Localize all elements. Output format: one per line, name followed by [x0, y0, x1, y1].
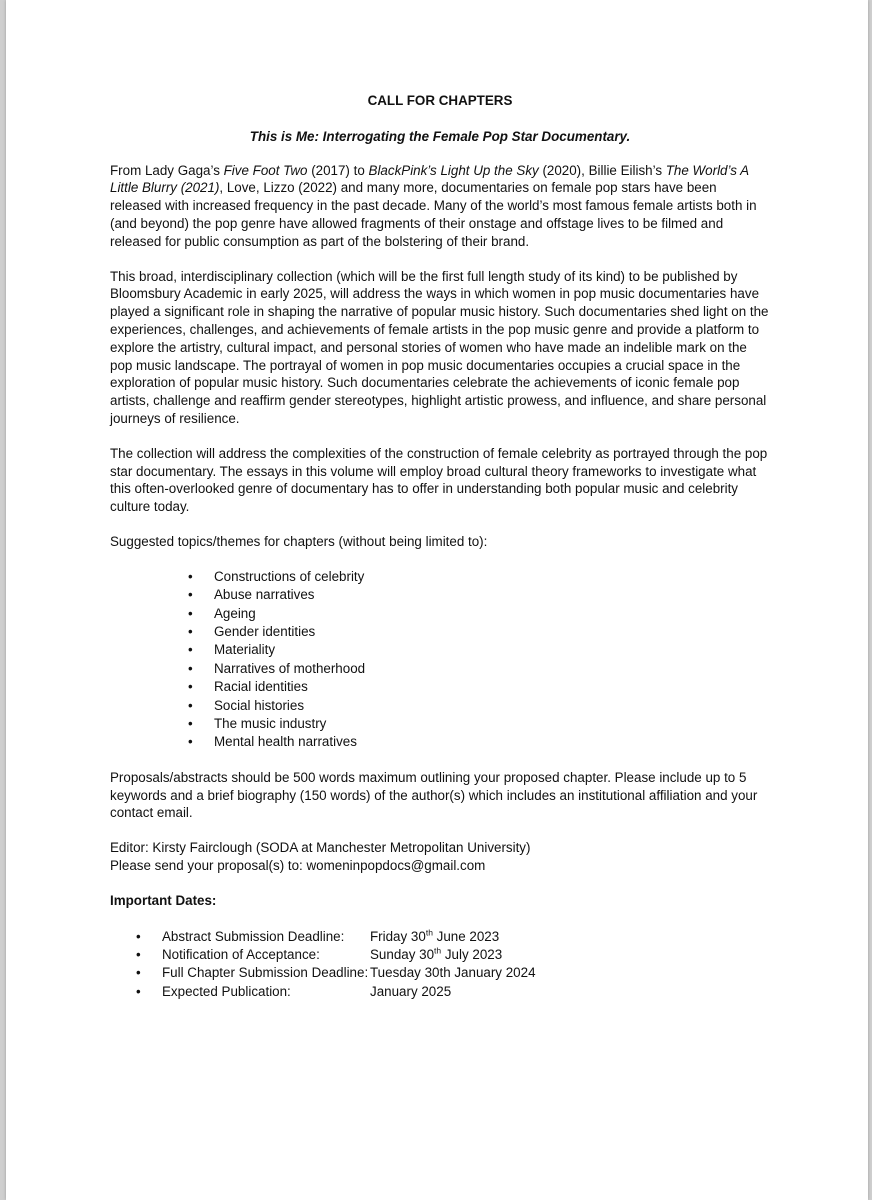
intro-text-4: , Love, Lizzo (2022) and many more, documentaries on female pop stars have been released with increased frequency in the past decade. Many of the world’s most famous female artists both in (and beyond) the pop genre have allowed fragments of their onstage and offstage lives to be filmed and released for public consumption as part of the bolstering of their brand. — [110, 180, 757, 249]
list-item: • Ageing — [214, 605, 770, 623]
intro-text-2: (2017) to — [307, 162, 369, 178]
list-item: • Racial identities — [214, 678, 770, 696]
date-value: January 2025 — [370, 983, 452, 999]
editor-line: Editor: Kirsty Fairclough (SODA at Manchester Metropolitan University) — [110, 840, 531, 856]
date-value: Tuesday 30th January 2024 — [370, 965, 536, 981]
proposals-paragraph: Proposals/abstracts should be 500 words maximum outlining your proposed chapter. Please include up to 5 keywords and a brief biography (150 words) of the author(s) which includes an institutional affiliation and your contact email. — [110, 769, 758, 821]
date-row-abstract — [162, 928, 770, 946]
list-item: • Mental health narratives — [214, 733, 770, 751]
topics-list — [110, 568, 770, 752]
date-label: • Expected Publication: — [162, 983, 291, 999]
editor-block — [110, 839, 770, 875]
date-row-publication — [162, 983, 770, 1001]
intro-text-3: (2020), Billie Eilish’s — [538, 162, 666, 178]
complexities-paragraph: The collection will address the complexities of the construction of female celebrity as portrayed through the pop star documentary. The essays in this volume will employ broad cultural theory frameworks to investigate what this often-overlooked genre of documentary has to offer in understanding both popular music and celebrity culture today. — [110, 445, 768, 515]
film-title-five-foot-two: Five Foot Two — [223, 162, 308, 178]
film-title-worlds-a-little-blurry: The World’s A Little Blurry (2021) — [110, 162, 749, 196]
collection-paragraph: This broad, interdisciplinary collection (which will be the first full length study of its kind) to be published by Bloomsbury Academic in early 2025, will address the ways in which women in pop music documentaries have played a significant role in shaping the narrative of popular music history. Such documentaries shed light on the experiences, challenges, and achievements of female artists in the pop music genre and provide a platform to explore the artistry, cultural impact, and personal stories of women who have made an indelible mark on the pop music landscape. The portrayal of women in pop music documentaries occupies a crucial space in the exploration of popular music history. Such documentaries celebrate the achievements of iconic female pop artists, challenge and reaffirm gender stereotypes, highlight artistic prowess, and influence, and share personal journeys of resilience. — [110, 268, 769, 426]
date-label: • Abstract Submission Deadline: — [162, 928, 345, 944]
document-page — [6, 0, 868, 1200]
date-label: • Full Chapter Submission Deadline: — [162, 965, 369, 981]
list-item: • Abuse narratives — [214, 586, 770, 604]
list-item: • Constructions of celebrity — [214, 568, 770, 586]
list-item: • Social histories — [214, 697, 770, 715]
list-item: • The music industry — [214, 715, 770, 733]
list-item: • Materiality — [214, 641, 770, 659]
list-item: • Narratives of motherhood — [214, 660, 770, 678]
book-title: This is Me: Interrogating the Female Pop Star Documentary. — [249, 128, 631, 144]
intro-text-1: From Lady Gaga’s — [110, 162, 224, 178]
send-proposal-line: Please send your proposal(s) to: womeninpopdocs@gmail.com — [110, 857, 486, 873]
topics-intro: Suggested topics/themes for chapters (without being limited to): — [110, 533, 488, 549]
dates-list — [110, 928, 770, 1002]
page-title: CALL FOR CHAPTERS — [367, 93, 513, 108]
intro-paragraph — [110, 162, 770, 251]
film-title-light-up-the-sky: BlackPink’s Light Up the Sky — [368, 162, 539, 178]
date-label: • Notification of Acceptance: — [162, 946, 320, 962]
date-row-notification — [162, 946, 770, 964]
list-item: • Gender identities — [214, 623, 770, 641]
document-content — [110, 92, 770, 1001]
date-row-full-chapter — [162, 964, 770, 982]
date-value: Sunday 30th July 2023 — [370, 945, 503, 962]
date-value: Friday 30th June 2023 — [370, 927, 500, 944]
important-dates-heading: Important Dates: — [110, 892, 217, 908]
